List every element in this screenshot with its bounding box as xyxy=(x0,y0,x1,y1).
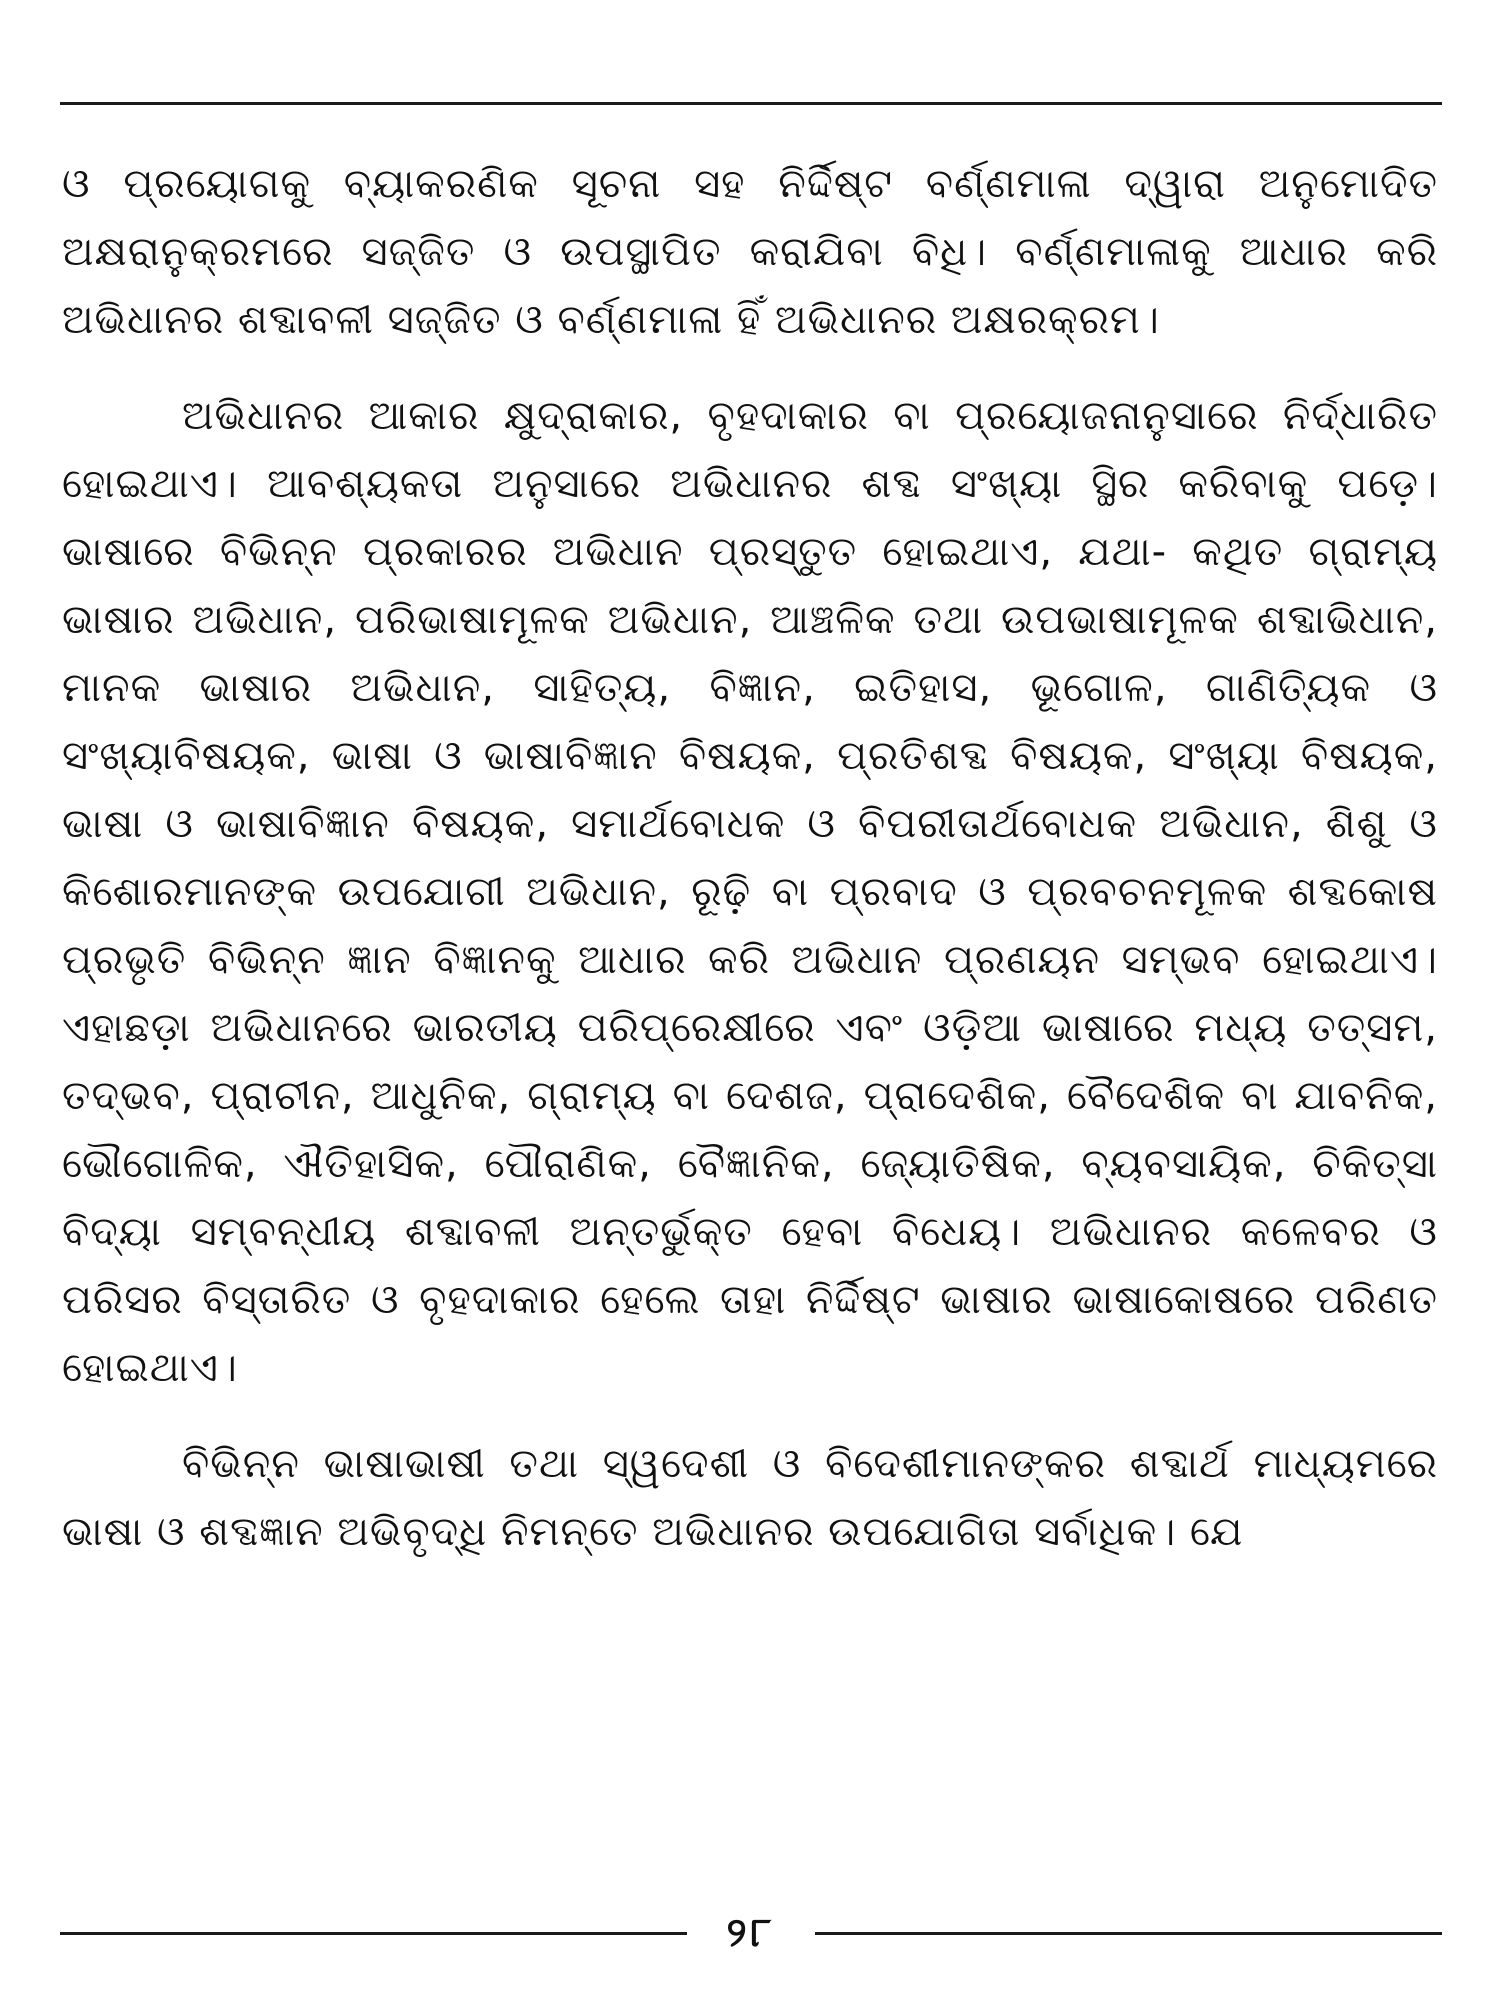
paragraph-dictionary-types: ଅଭିଧାନର ଆକାର କ୍ଷୁଦ୍ରାକାର, ବୃହଦାକାର ବା ପ୍ରୟୋଜନାନୁସାରେ ନିର୍ଦ୍ଧାରିତ ହୋଇଥାଏ। ଆବଶ୍ୟକତା ଅନୁସାରେ ଅଭିଧାନର ଶବ୍ଦ ସଂଖ୍ୟା ସ୍ଥିର କରିବାକୁ ପଡ଼େ। ଭାଷାରେ ବିଭିନ୍ନ ପ୍ରକାରର ଅଭିଧାନ ପ୍ରସ୍ତୁତ ହୋଇଥାଏ, ଯଥା- କଥିତ ଗ୍ରାମ୍ୟ ଭାଷାର ଅଭିଧାନ, ପରିଭାଷାମୂଳକ ଅଭିଧାନ, ଆଞ୍ଚଳିକ ତଥା ଉପଭାଷାମୂଳକ ଶବ୍ଦାଭିଧାନ, ମାନକ ଭାଷାର ଅଭିଧାନ, ସାହିତ୍ୟ, ବିଜ୍ଞାନ, ଇତିହାସ, ଭୂଗୋଳ, ଗାଣିତ୍ୟିକ ଓ ସଂଖ୍ୟାବିଷୟକ, ଭାଷା ଓ ଭାଷାବିଜ୍ଞାନ ବିଷୟକ, ପ୍ରତିଶବ୍ଦ ବିଷୟକ, ସଂଖ୍ୟା ବିଷୟକ, ଭାଷା ଓ ଭାଷାବିଜ୍ଞାନ ବିଷୟକ, ସମାର୍ଥବୋଧକ ଓ ବିପରୀତାର୍ଥବୋଧକ ଅଭିଧାନ, ଶିଶୁ ଓ କିଶୋରମାନଙ୍କ ଉପଯୋଗୀ ଅଭିଧାନ, ରୂଢ଼ି ବା ପ୍ରବାଦ ଓ ପ୍ରବଚନମୂଳକ ଶବ୍ଦକୋଷ ପ୍ରଭୃତି ବିଭିନ୍ନ ଜ୍ଞାନ ବିଜ୍ଞାନକୁ ଆଧାର କରି ଅଭିଧାନ ପ୍ରଣୟନ ସମ୍ଭବ ହୋଇଥାଏ। ଏହାଛଡ଼ା ଅଭିଧାନରେ ଭାରତୀୟ ପରିପ୍ରେକ୍ଷୀରେ ଏବଂ ଓଡ଼ିଆ ଭାଷାରେ ମଧ୍ୟ ତତ୍ସମ, ତଦ୍‌ଭବ, ପ୍ରାଚୀନ, ଆଧୁନିକ, ଗ୍ରାମ୍ୟ ବା ଦେଶଜ, ପ୍ରାଦେଶିକ, ବୈଦେଶିକ ବା ଯାବନିକ, ଭୌଗୋଳିକ, ଐତିହାସିକ, ପୌରାଣିକ, ବୈଜ୍ଞାନିକ, ଜ୍ୟୋତିଷିକ, ବ୍ୟବସାୟିକ, ଚିକିତ୍ସା ବିଦ୍ୟା ସମ୍ବନ୍ଧୀୟ ଶବ୍ଦାବଳୀ ଅନ୍ତର୍ଭୁକ୍ତ ହେବା ବିଧେୟ। ଅଭିଧାନର କଳେବର ଓ ପରିସର ବିସ୍ତାରିତ ଓ ବୃହଦାକାର ହେଲେ ତାହା ନିର୍ଦ୍ଦିଷ୍ଟ ଭାଷାର ଭାଷାକୋଷରେ ପରିଣତ ହୋଇଥାଏ। xyxy=(62,393,1438,1391)
footer-rule-left xyxy=(60,1932,687,1935)
page-number: ୨୮ xyxy=(726,1910,776,1956)
paragraph-dictionary-usefulness: ବିଭିନ୍ନ ଭାଷାଭାଷୀ ତଥା ସ୍ୱଦେଶୀ ଓ ବିଦେଶୀମାନଙ୍କର ଶବ୍ଦାର୍ଥ ମାଧ୍ୟମରେ ଭାଷା ଓ ଶବ୍ଦଜ୍ଞାନ ଅଭିବୃଦ୍ଧି ନିମନ୍ତେ ଅଭିଧାନର ଉପଯୋଗିତା ସର୍ବାଧିକ। ଯେ xyxy=(62,1441,1438,1555)
footer-rule-right xyxy=(815,1932,1442,1935)
header-rule xyxy=(60,102,1442,105)
page-footer xyxy=(60,1908,1442,1958)
paragraph-continuation: ଓ ପ୍ରୟୋଗକୁ ବ୍ୟାକରଣିକ ସୂଚନା ସହ ନିର୍ଦ୍ଦିଷ୍ଟ ବର୍ଣ୍ଣମାଳା ଦ୍ୱାରା ଅନୁମୋଦିତ ଅକ୍ଷରାନୁକ୍ରମରେ ସଜ୍ଜିତ ଓ ଉପସ୍ଥାପିତ କରାଯିବା ବିଧି। ବର୍ଣ୍ଣମାଳାକୁ ଆଧାର କରି ଅଭିଧାନର ଶବ୍ଦାବଳୀ ସଜ୍ଜିତ ଓ ବର୍ଣ୍ଣମାଳା ହିଁ ଅଭିଧାନର ଅକ୍ଷରକ୍ରମ। xyxy=(62,161,1438,343)
page-body xyxy=(62,150,1438,1566)
